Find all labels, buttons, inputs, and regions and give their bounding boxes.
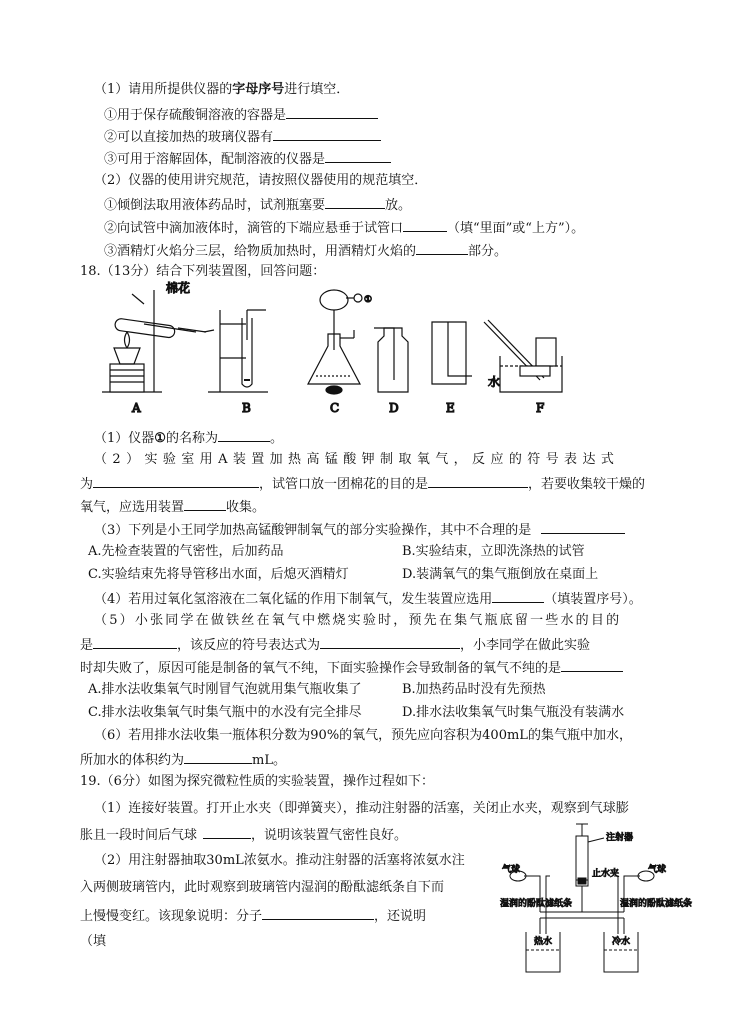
apparatus-mark-1: ① [364, 295, 373, 305]
q18-s1: （1）仪器①的名称为 。 [94, 431, 283, 446]
q18-s6-line2: 所加水的体积约为 mL。 [80, 753, 286, 768]
answer-blank[interactable] [325, 196, 385, 209]
q18-s5-option-b: B.加热药品时没有先预热 [402, 682, 546, 697]
q18-s5-line2: 是 ，该反应的符号表达式为 ，小李同学在做此实验 [80, 638, 591, 653]
label-a: A [132, 401, 141, 415]
q19-s1-line2: 胀且一段时间后气球 ，说明该装置气密性良好。 [80, 828, 408, 843]
answer-blank[interactable] [184, 751, 252, 764]
cotton-label: 棉花 [166, 281, 191, 295]
label-d: D [389, 401, 399, 415]
answer-blank[interactable] [541, 521, 625, 534]
q19-s1-line1: （1）连接好装置。打开止水夹（即弹簧夹），推动注射器的活塞，关闭止水夹，观察到气球膨 [94, 801, 629, 816]
apparatus-c [308, 290, 362, 394]
balloon-left-label: 气球 [502, 865, 521, 875]
hot-water-label: 热水 [534, 937, 553, 947]
q17-item-c: ③可用于溶解固体，配制溶液的仪器是 [104, 150, 391, 168]
q18-s3-option-a: A.先检查装置的气密性，后加药品 [88, 544, 284, 559]
q17-item-e: ②向试管中滴加液体时，滴管的下端应悬垂于试管口 （填“里面”或“上方”）。 [104, 221, 585, 236]
q19-apparatus-figure [500, 822, 693, 982]
label-f: F [536, 401, 545, 415]
label-e: E [446, 401, 455, 415]
q18-s3-option-b: B.实验结束，立即洗涤热的试管 [402, 544, 585, 559]
answer-blank[interactable] [561, 659, 623, 672]
q18-s2-line3: 氧气，应选用装置 收集。 [80, 500, 266, 515]
q18-s5-option-d: D.排水法收集氧气时集气瓶没有装满水 [402, 705, 625, 720]
q19-heading: 19.（6分）如图为探究微粒性质的实验装置，操作过程如下： [80, 774, 434, 789]
label-c: C [330, 401, 340, 415]
answer-blank[interactable] [320, 636, 460, 649]
q17-item-a: ①用于保存硫酸铜溶液的容器是 [104, 106, 378, 124]
q18-s2-line2: 为 ，试管口放一团棉花的目的是 ，若要收集较干燥的 [80, 477, 646, 492]
water-label: 水 [488, 375, 501, 389]
paper-left-label: 湿润的酚酞滤纸条 [500, 899, 573, 909]
answer-blank[interactable] [93, 475, 259, 488]
q18-s5-line3: 时却失败了，原因可能是制备的氧气不纯，下面实验操作会导致制备的氧气不纯的是 [80, 659, 623, 677]
q17-part2-instruction: （2）仪器的使用讲究规范，请按照仪器使用的规范填空． [94, 173, 428, 188]
answer-blank[interactable] [416, 242, 468, 255]
q19-s2-line1: （2）用注射器抽取30mL浓氨水。推动注射器的活塞将浓氨水注 [94, 853, 465, 868]
q18-s5-option-c: C.排水法收集氧气时集气瓶中的水没有完全排尽 [88, 705, 362, 720]
q18-s4: （4）若用过氧化氢溶液在二氧化锰的作用下制氧气，发生装置应选用 （填装置序号）。 [94, 592, 642, 607]
apparatus-e [432, 322, 472, 384]
answer-blank[interactable] [203, 826, 251, 839]
clamp-label: 止水夹 [592, 869, 620, 879]
answer-blank[interactable] [428, 475, 528, 488]
cold-water-label: 冷水 [612, 937, 631, 947]
q17-item-f: ③酒精灯火焰分三层，给物质加热时，用酒精灯火焰的 部分。 [104, 244, 508, 259]
answer-blank[interactable] [262, 907, 374, 920]
balloon-right-label: 气球 [648, 865, 667, 875]
answer-blank[interactable] [403, 219, 447, 232]
answer-blank[interactable] [325, 150, 391, 163]
q18-s3-option-c: C.实验结束先将导管移出水面，后熄灭酒精灯 [88, 567, 349, 582]
q17-item-b: ②可以直接加热的玻璃仪器有 [104, 128, 381, 146]
paper-right-label: 湿润的酚酞滤纸条 [620, 899, 693, 909]
q18-s3: （3）下列是小王同学加热高锰酸钾制氧气的部分实验操作，其中不合理的是 [94, 521, 625, 539]
q18-s6-line1: （6）若用排水法收集一瓶体积分数为90%的氧气，预先应向容积为400mL的集气瓶中加水， [94, 728, 632, 743]
apparatus-b [208, 310, 268, 392]
q18-s2-line1: （2）实验室用A装置加热高锰酸钾制取氧气，反应的符号表达式 [94, 452, 620, 467]
q18-s3-option-d: D.装满氧气的集气瓶倒放在桌面上 [402, 567, 599, 582]
label-b: B [242, 401, 251, 415]
q19-s2-line3: 上慢慢变红。该现象说明：分子 ，还说明 [80, 909, 427, 924]
answer-blank[interactable] [492, 590, 544, 603]
apparatus-a [102, 290, 214, 392]
q18-s5-line1: （5）小张同学在做铁丝在氧气中燃烧实验时，预先在集气瓶底留一些水的目的 [94, 613, 622, 628]
apparatus-d [374, 328, 408, 392]
q18-heading: 18.（13分）结合下列装置图，回答问题： [80, 264, 326, 279]
q18-apparatus-figure [96, 280, 566, 420]
answer-blank[interactable] [93, 636, 177, 649]
q19-s2-line4: （填 [80, 934, 107, 949]
q17-item-d: ①倾倒法取用液体药品时，试剂瓶塞要 放。 [104, 198, 412, 213]
answer-blank[interactable] [273, 128, 381, 141]
answer-blank[interactable] [184, 498, 226, 511]
q19-s2-line2: 入两侧玻璃管内，此时观察到玻璃管内湿润的酚酞滤纸条自下而 [80, 880, 445, 895]
q18-s5-option-a: A.排水法收集氧气时刚冒气泡就用集气瓶收集了 [88, 682, 362, 697]
q17-part1-instruction: （1）请用所提供仪器的字母序号进行填空． [94, 82, 350, 97]
syringe-label: 注射器 [606, 833, 634, 843]
answer-blank[interactable] [218, 429, 270, 442]
answer-blank[interactable] [286, 106, 378, 119]
